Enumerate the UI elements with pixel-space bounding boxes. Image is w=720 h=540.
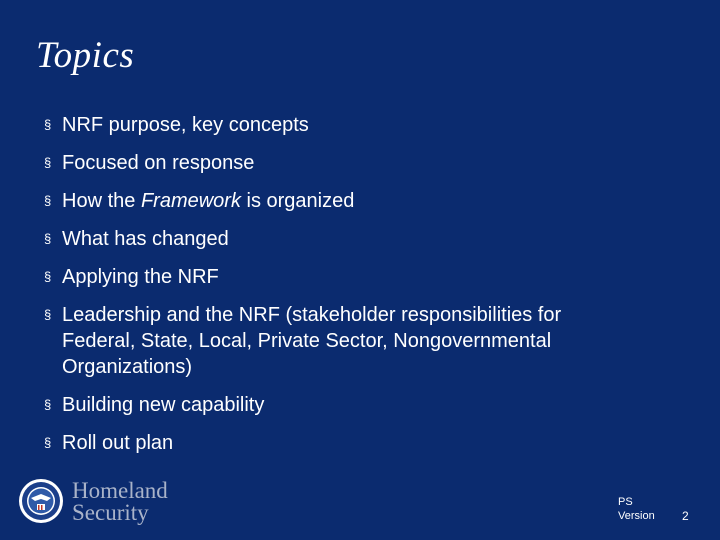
footer-version: Version — [618, 510, 655, 522]
list-item — [44, 112, 664, 138]
list-item — [44, 188, 664, 214]
bullet-text-emphasis: Framework — [140, 190, 241, 212]
page-number: 2 — [682, 509, 689, 523]
logo-text-homeland: Homeland — [72, 478, 168, 503]
bullet-text: Focused on response — [62, 152, 255, 174]
bullet-marker: § — [44, 155, 52, 170]
dhs-seal-icon — [18, 478, 64, 524]
bullet-text-post: is organized — [240, 190, 355, 212]
logo-text-security: Security — [72, 500, 149, 525]
bullet-marker: § — [44, 307, 52, 322]
bullet-marker: § — [44, 193, 52, 208]
topics-list — [44, 112, 664, 468]
bullet-text: What has changed — [62, 228, 229, 250]
list-item — [44, 430, 664, 456]
bullet-marker: § — [44, 117, 52, 132]
bullet-marker: § — [44, 269, 52, 284]
bullet-text: Building new capability — [62, 394, 265, 416]
list-item — [44, 302, 664, 380]
homeland-security-logo — [16, 474, 196, 530]
bullet-text-line-1: Leadership and the NRF (stakeholder responsibilities for — [62, 304, 562, 326]
footer-ps: PS — [618, 496, 633, 508]
list-item — [44, 150, 664, 176]
bullet-marker: § — [44, 231, 52, 246]
bullet-text-pre: How the — [62, 190, 141, 212]
bullet-text: NRF purpose, key concepts — [62, 114, 309, 136]
list-item — [44, 226, 664, 252]
bullet-marker: § — [44, 397, 52, 412]
list-item — [44, 392, 664, 418]
list-item — [44, 264, 664, 290]
bullet-text-line-3: Organizations) — [62, 356, 193, 378]
bullet-text: Roll out plan — [62, 432, 174, 454]
bullet-text: Applying the NRF — [62, 266, 219, 288]
bullet-marker: § — [44, 435, 52, 450]
bullet-text-line-2: Federal, State, Local, Private Sector, Nongovernmental — [62, 330, 552, 352]
slide-title: Topics — [36, 35, 135, 76]
